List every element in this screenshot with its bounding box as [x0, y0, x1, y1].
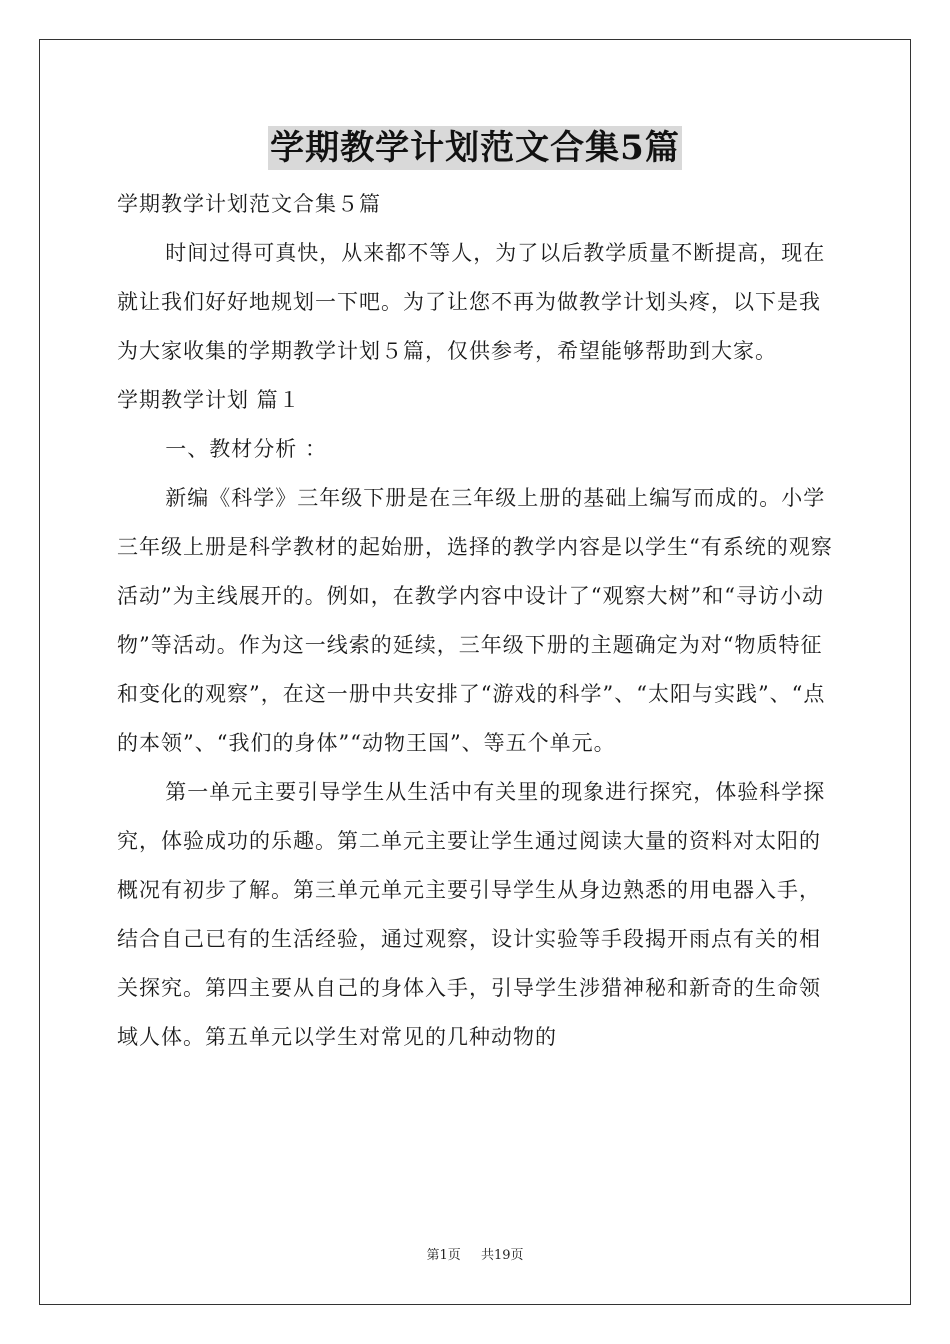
page-footer — [0, 1246, 950, 1266]
title-area — [0, 126, 950, 170]
page-total: 共19页 — [480, 1248, 524, 1263]
document-body — [117, 180, 837, 1062]
body-paragraph-2: 第一单元主要引导学生从生活中有关里的现象进行探究，体验科学探究，体验成功的乐趣。第二单元主要让学生通过阅读大量的资料对太阳的概况有初步了解。第三单元单元主要引导学生从身边熟悉的用电器入手，结合自己已有的生活经验，通过观察，设计实验等手段揭开雨点有关的相关探究。第四主要从自己的身体入手，引导学生涉猎神秘和新奇的生命领域人体。第五单元以学生对常见的几种动物的 — [117, 780, 826, 1049]
intro-paragraph: 时间过得可真快，从来都不等人，为了以后教学质量不断提高，现在就让我们好好地规划一下吧。为了让您不再为做教学计划头疼，以下是我为大家收集的学期教学计划５篇，仅供参考，希望能够帮助到大家。 — [117, 241, 826, 363]
body-paragraph-1: 新编《科学》三年级下册是在三年级上册的基础上编写而成的。小学三年级上册是科学教材的起始册，选择的教学内容是以学生“有系统的观察活动”为主线展开的。例如，在教学内容中设计了“观察大树”和“寻访小动物”等活动。作为这一线索的延续，三年级下册的主题确定为对“物质特征和变化的观察”，在这一册中共安排了“游戏的科学”、“太阳与实践”、“点的本领”、“我们的身体”“动物王国”、等五个单元。 — [117, 486, 833, 755]
page-number: 第1页 — [426, 1248, 461, 1263]
document-subtitle: 学期教学计划范文合集５篇 — [117, 192, 381, 216]
subsection-heading: 一、教材分析 ： — [165, 437, 327, 461]
document-title: 学期教学计划范文合集5篇 — [270, 128, 680, 168]
section-heading: 学期教学计划 篇１ — [117, 388, 301, 412]
